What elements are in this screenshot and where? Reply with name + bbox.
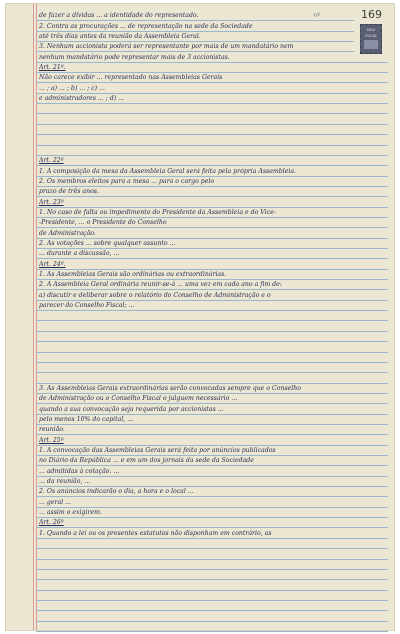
stamp-text-bottom: FISCAL [365, 34, 377, 38]
stamp-emblem [364, 40, 378, 49]
ledger-row [36, 446, 388, 456]
ledger-row [36, 73, 388, 83]
handwritten-line: 3. As Assembleias Gerais extraordinárias serão convocadas sempre que o Conselho [39, 384, 301, 392]
ledger-row [36, 280, 388, 290]
ledger-row [36, 52, 388, 62]
handwritten-line: de Administração ou o Conselho Fiscal o julguem necessário ... [39, 395, 238, 403]
handwritten-line: ... durante a discussão, ... [39, 250, 120, 258]
ledger-row [36, 363, 388, 373]
handwritten-line: Art. 24º. [39, 260, 66, 268]
ledger-row [36, 601, 388, 611]
handwritten-line: 1. As Assembleias Gerais são ordinárias ou extraordinárias. [39, 271, 227, 279]
ledger-row [36, 239, 388, 249]
handwritten-line: quando a sua convocação seja requerida por accionistas ... [39, 405, 224, 413]
ledger-row [36, 270, 388, 280]
fiscal-stamp [360, 24, 382, 54]
ledger-row [36, 549, 388, 559]
ledger-row [36, 425, 388, 435]
ledger-row [36, 591, 388, 601]
ledger-row [36, 218, 388, 228]
handwritten-line: 2. Os anúncios indicarão o dia, a hora e o local ... [39, 488, 194, 496]
handwritten-line: parecer do Conselho Fiscal; ... [39, 302, 135, 310]
ledger-row [36, 146, 388, 156]
ledger-row [36, 508, 388, 518]
ledger-row [36, 560, 388, 570]
ledger-row [36, 394, 388, 404]
left-margin-line [33, 4, 34, 630]
ledger-row [36, 32, 354, 42]
ledger-row [36, 477, 388, 487]
handwritten-line: de Administração. [39, 229, 96, 237]
handwritten-line: Art. 25º [39, 436, 64, 444]
handwritten-line: Art. 21º. [39, 64, 66, 72]
handwritten-line: Art. 23º [39, 198, 64, 206]
handwritten-line: 2. A Assembleia Geral ordinária reunir-se-á ... uma vez em cada ano a fim de: [39, 281, 282, 289]
ledger-row [36, 622, 388, 632]
handwritten-line: Art. 22º [39, 157, 64, 165]
ledger-page [6, 4, 394, 630]
handwritten-line: de fazer a dívidas ... a identidade do representado. [39, 12, 199, 20]
ledger-row [36, 259, 388, 269]
ledger-row [36, 518, 388, 528]
handwritten-line: reunião. [39, 426, 65, 434]
ledger-row [36, 301, 388, 311]
ledger-row [36, 228, 388, 238]
ledger-row [36, 166, 388, 176]
ledger-row [36, 208, 388, 218]
ledger-row [36, 187, 388, 197]
ledger-row [36, 435, 388, 445]
ledger-row [36, 197, 388, 207]
ledger-row [36, 384, 388, 394]
ledger-row [36, 332, 388, 342]
ledger-row [36, 353, 388, 363]
handwritten-line: ... assim o exigirem. [39, 509, 102, 517]
handwritten-line: 1. No caso de falta ou impedimento do Presidente da Assembleia e do Vice- [39, 208, 276, 216]
handwritten-line: até três dias antes da reunião da Assembleia Geral. [39, 33, 201, 41]
handwritten-line: 2. As votações ... sobre qualquer assunto ... [39, 240, 176, 248]
handwritten-line: ... admitidas à cotação. ... [39, 467, 120, 475]
ledger-row [36, 342, 388, 352]
ledger-row [36, 466, 388, 476]
handwritten-line: a) discutir e deliberar sobre o relatório do Conselho de Administração e o [39, 291, 271, 299]
ledger-row [36, 373, 388, 383]
handwritten-line: no Diário da República ... e em um dos jornais da sede da Sociedade [39, 457, 254, 465]
ledger-row [36, 63, 388, 73]
pencil-annotation: nº [313, 12, 320, 19]
handwritten-line: ... geral ... [39, 498, 71, 506]
ledger-row [36, 104, 388, 114]
ledger-row [36, 611, 388, 621]
ledger-row [36, 135, 388, 145]
handwritten-line: 1. A composição da mesa da Assembleia Geral será feita pela própria Assembleia. [39, 167, 296, 175]
handwritten-line: 3. Nenhum accionista poderá ser representante por mais de um mandatário nem [39, 43, 294, 51]
handwritten-line: 1. Quando a lei ou os presentes estatutos não disponham em contrário, as [39, 529, 272, 537]
ledger-row [36, 404, 388, 414]
handwritten-line: Não carece exibir ... representado nas Assembleias Gerais [39, 74, 223, 82]
handwritten-line: 1. A convocação das Assembleias Gerais será feita por anúncios publicados [39, 447, 276, 455]
ledger-row [36, 11, 354, 21]
ledger-row [36, 529, 388, 539]
ledger-row [36, 322, 388, 332]
page-number: 169 [361, 8, 382, 21]
handwritten-line: Art. 26º [39, 519, 64, 527]
handwritten-line: e administradores ... ; d) ... [39, 95, 125, 103]
ledger-row [36, 415, 388, 425]
ledger-row [36, 311, 388, 321]
ledger-row [36, 249, 388, 259]
handwritten-line: prazo de três anos. [39, 188, 99, 196]
handwritten-line: ... da reunião, ... [39, 478, 91, 486]
handwritten-line: 2. Contra as procurações ... de representação na sede da Sociedade [39, 22, 253, 30]
handwritten-line: 2. Os membros eleitos para a mesa ... para o cargo pelo [39, 177, 215, 185]
ledger-row [36, 487, 388, 497]
ledger-row [36, 115, 388, 125]
handwritten-line: nenhum mandatário pode representar mais de 3 accionistas. [39, 53, 230, 61]
ledger-row [36, 539, 388, 549]
ledger-row [36, 21, 354, 31]
ledger-row [36, 580, 388, 590]
ledger-row [36, 570, 388, 580]
stamp-text-top: SELO [366, 28, 376, 32]
ledger-row [36, 42, 354, 52]
handwritten-line: pelo menos 10% do capital, ... [39, 415, 134, 423]
ledger-row [36, 177, 388, 187]
ledger-row [36, 83, 388, 93]
ledger-row [36, 497, 388, 507]
ledger-row [36, 456, 388, 466]
ledger-row [36, 290, 388, 300]
ledger-row [36, 94, 388, 104]
handwritten-line: -Presidente, ... o Presidente do Conselho [39, 219, 167, 227]
handwritten-line: ... ; a) ... ; b) ... ; c) ... [39, 84, 105, 92]
ledger-row [36, 156, 388, 166]
ledger-row [36, 125, 388, 135]
